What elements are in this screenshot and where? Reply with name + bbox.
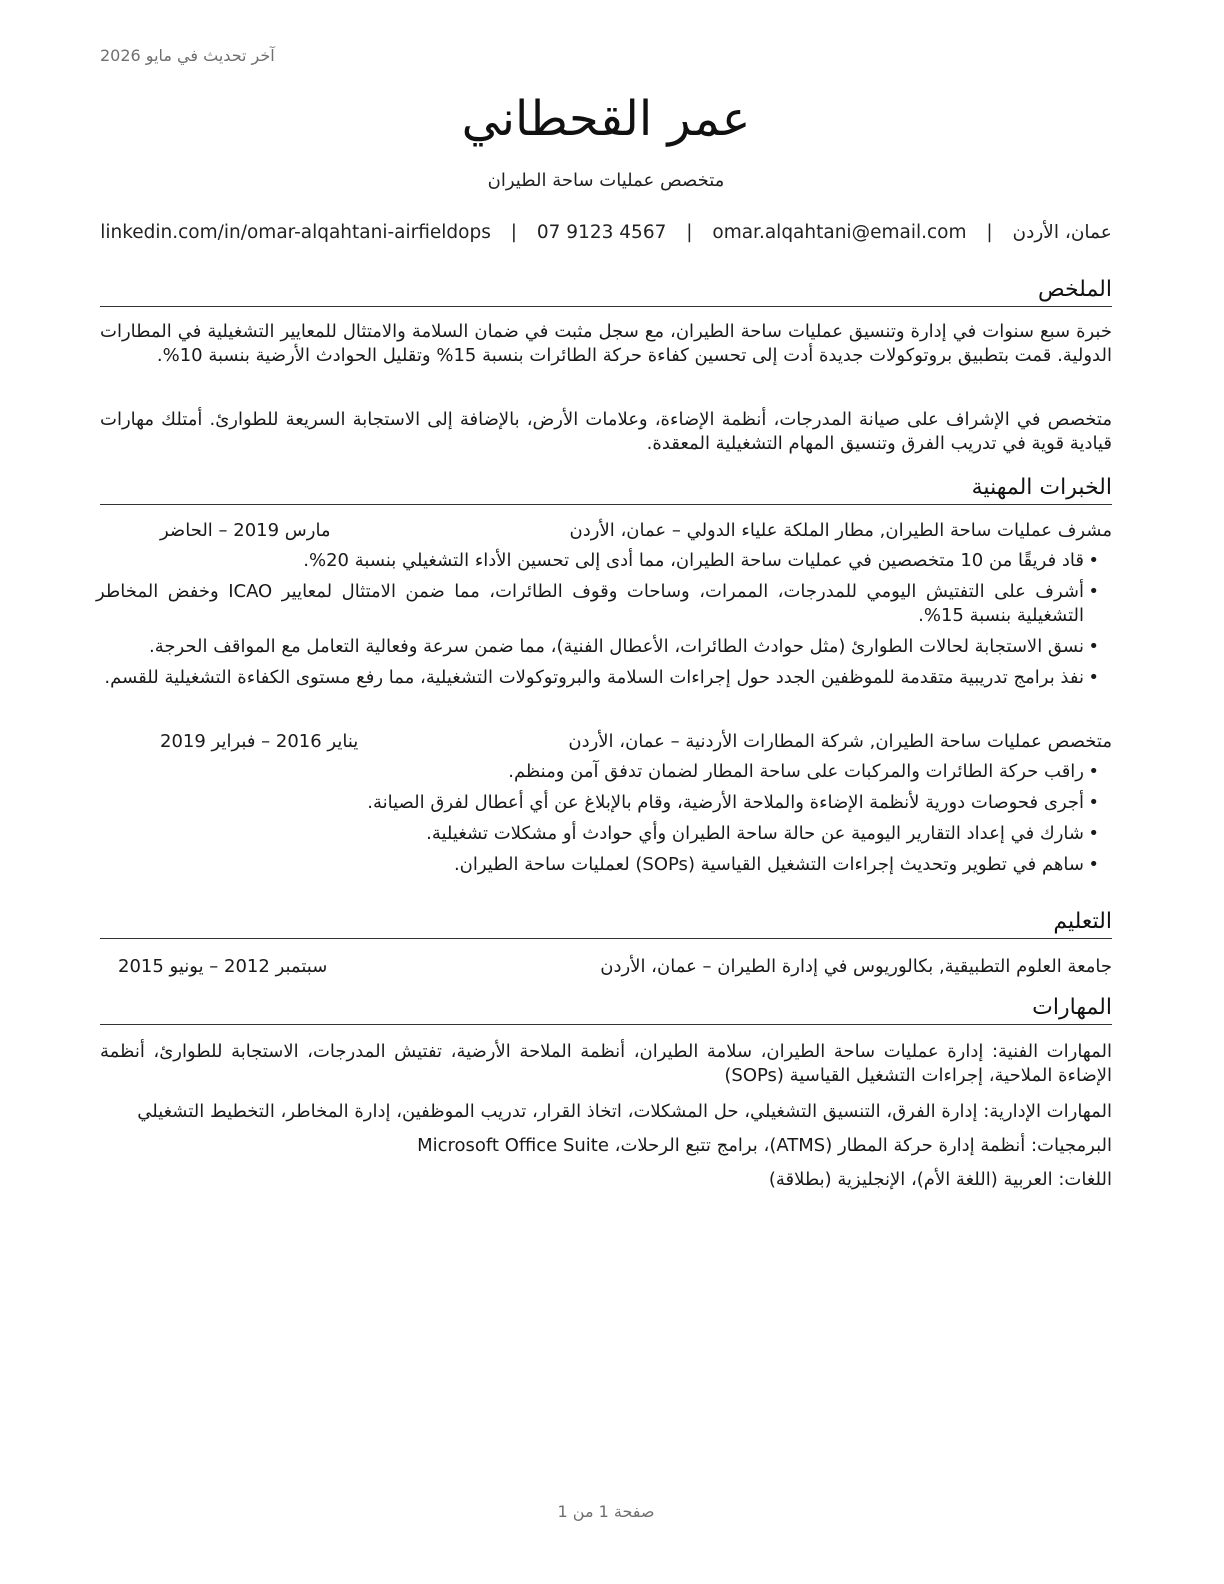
page-number: صفحة 1 من 1 — [557, 1502, 655, 1521]
resume-page — [96, 0, 1112, 1584]
skills-software: البرمجيات: أنظمة إدارة حركة المطار (ATMS)، برامج تتبع الرحلات، Microsoft Office Suite — [417, 1135, 1112, 1156]
experience-heading: الخبرات المهنية — [100, 474, 1112, 505]
job-dates: مارس 2019 – الحاضر — [160, 520, 331, 541]
contact-separator: | — [686, 222, 693, 243]
job-title-line: متخصص عمليات ساحة الطيران, شركة المطارات الأردنية – عمان، الأردن — [568, 731, 1112, 752]
contact-separator: | — [986, 222, 993, 243]
summary-paragraph: خبرة سبع سنوات في إدارة وتنسيق عمليات ساحة الطيران، مع سجل مثبت في ضمان السلامة والامتثال للمعايير التشغيلية في المطارات الدولية. قمت بتطبيق بروتوكولات جديدة أدت إلى تحسين كفاءة حركة الطائرات بنسبة 15% وتقليل الحوادث الأرضية بنسبة 10%. — [100, 321, 1112, 366]
contact-location: عمان، الأردن — [1012, 222, 1112, 243]
contact-email[interactable]: omar.alqahtani@email.com — [712, 222, 967, 243]
summary-heading: الملخص — [100, 276, 1112, 307]
skills-heading: المهارات — [100, 994, 1112, 1025]
list-item: • أشرف على التفتيش اليومي للمدرجات، الممرات، وساحات وقوف الطائرات، مما ضمن الامتثال لمعايير ICAO وخفض المخاطر التشغيلية بنسبة 15%. — [96, 580, 1098, 628]
summary-paragraph: متخصص في الإشراف على صيانة المدرجات، أنظمة الإضاءة، وعلامات الأرض، بالإضافة إلى الاستجابة السريعة للطوارئ. أمتلك مهارات قيادية قوية في تدريب الفرق وتنسيق المهام التشغيلية المعقدة. — [100, 409, 1112, 454]
skills-languages: اللغات: العربية (اللغة الأم)، الإنجليزية (بطلاقة) — [768, 1169, 1112, 1190]
contact-phone[interactable]: 07 9123 4567 — [536, 222, 667, 243]
list-item: • قاد فريقًا من 10 متخصصين في عمليات ساحة الطيران، مما أدى إلى تحسين الأداء التشغيلي بنسبة 20%. — [96, 549, 1098, 573]
contact-separator: | — [510, 222, 517, 243]
skills-technical: المهارات الفنية: إدارة عمليات ساحة الطيران، سلامة الطيران، أنظمة الملاحة الأرضية، تفتيش المدرجات، الاستجابة للطوارئ، أنظمة الإضاءة الملاحية، إجراءات التشغيل القياسية (SOPs) — [100, 1041, 1112, 1086]
job-bullets — [96, 549, 1098, 697]
job-bullets — [96, 760, 1098, 884]
education-dates: سبتمبر 2012 – يونيو 2015 — [118, 956, 328, 977]
person-name: عمر القحطاني — [461, 91, 751, 147]
list-item: • أجرى فحوصات دورية لأنظمة الإضاءة والملاحة الأرضية، وقام بالإبلاغ عن أي أعطال لفرق الصيانة. — [96, 791, 1098, 815]
skills-management: المهارات الإدارية: إدارة الفرق، التنسيق التشغيلي، حل المشكلات، اتخاذ القرار، تدريب الموظفين، إدارة المخاطر، التخطيط التشغيلي — [137, 1101, 1112, 1122]
education-line: جامعة العلوم التطبيقية, بكالوريوس في إدارة الطيران – عمان، الأردن — [600, 956, 1112, 977]
contact-linkedin[interactable]: linkedin.com/in/omar-alqahtani-airfieldops — [100, 222, 491, 243]
job-title-line: مشرف عمليات ساحة الطيران, مطار الملكة علياء الدولي – عمان، الأردن — [569, 520, 1112, 541]
education-heading: التعليم — [100, 908, 1112, 939]
list-item: • شارك في إعداد التقارير اليومية عن حالة ساحة الطيران وأي حوادث أو مشكلات تشغيلية. — [96, 822, 1098, 846]
list-item: • ساهم في تطوير وتحديث إجراءات التشغيل القياسية (SOPs) لعمليات ساحة الطيران. — [96, 853, 1098, 877]
last-updated-note: آخر تحديث في مايو 2026 — [100, 46, 275, 65]
job-title: متخصص عمليات ساحة الطيران — [487, 170, 725, 191]
list-item: • نفذ برامج تدريبية متقدمة للموظفين الجدد حول إجراءات السلامة والبروتوكولات التشغيلية، مما رفع مستوى الكفاءة التشغيلية للقسم. — [96, 666, 1098, 690]
list-item: • نسق الاستجابة لحالات الطوارئ (مثل حوادث الطائرات، الأعطال الفنية)، مما ضمن سرعة وفعالية التعامل مع المواقف الحرجة. — [96, 635, 1098, 659]
list-item: • راقب حركة الطائرات والمركبات على ساحة المطار لضمان تدفق آمن ومنظم. — [96, 760, 1098, 784]
contact-line — [100, 222, 1112, 243]
job-dates: يناير 2016 – فبراير 2019 — [160, 731, 359, 752]
